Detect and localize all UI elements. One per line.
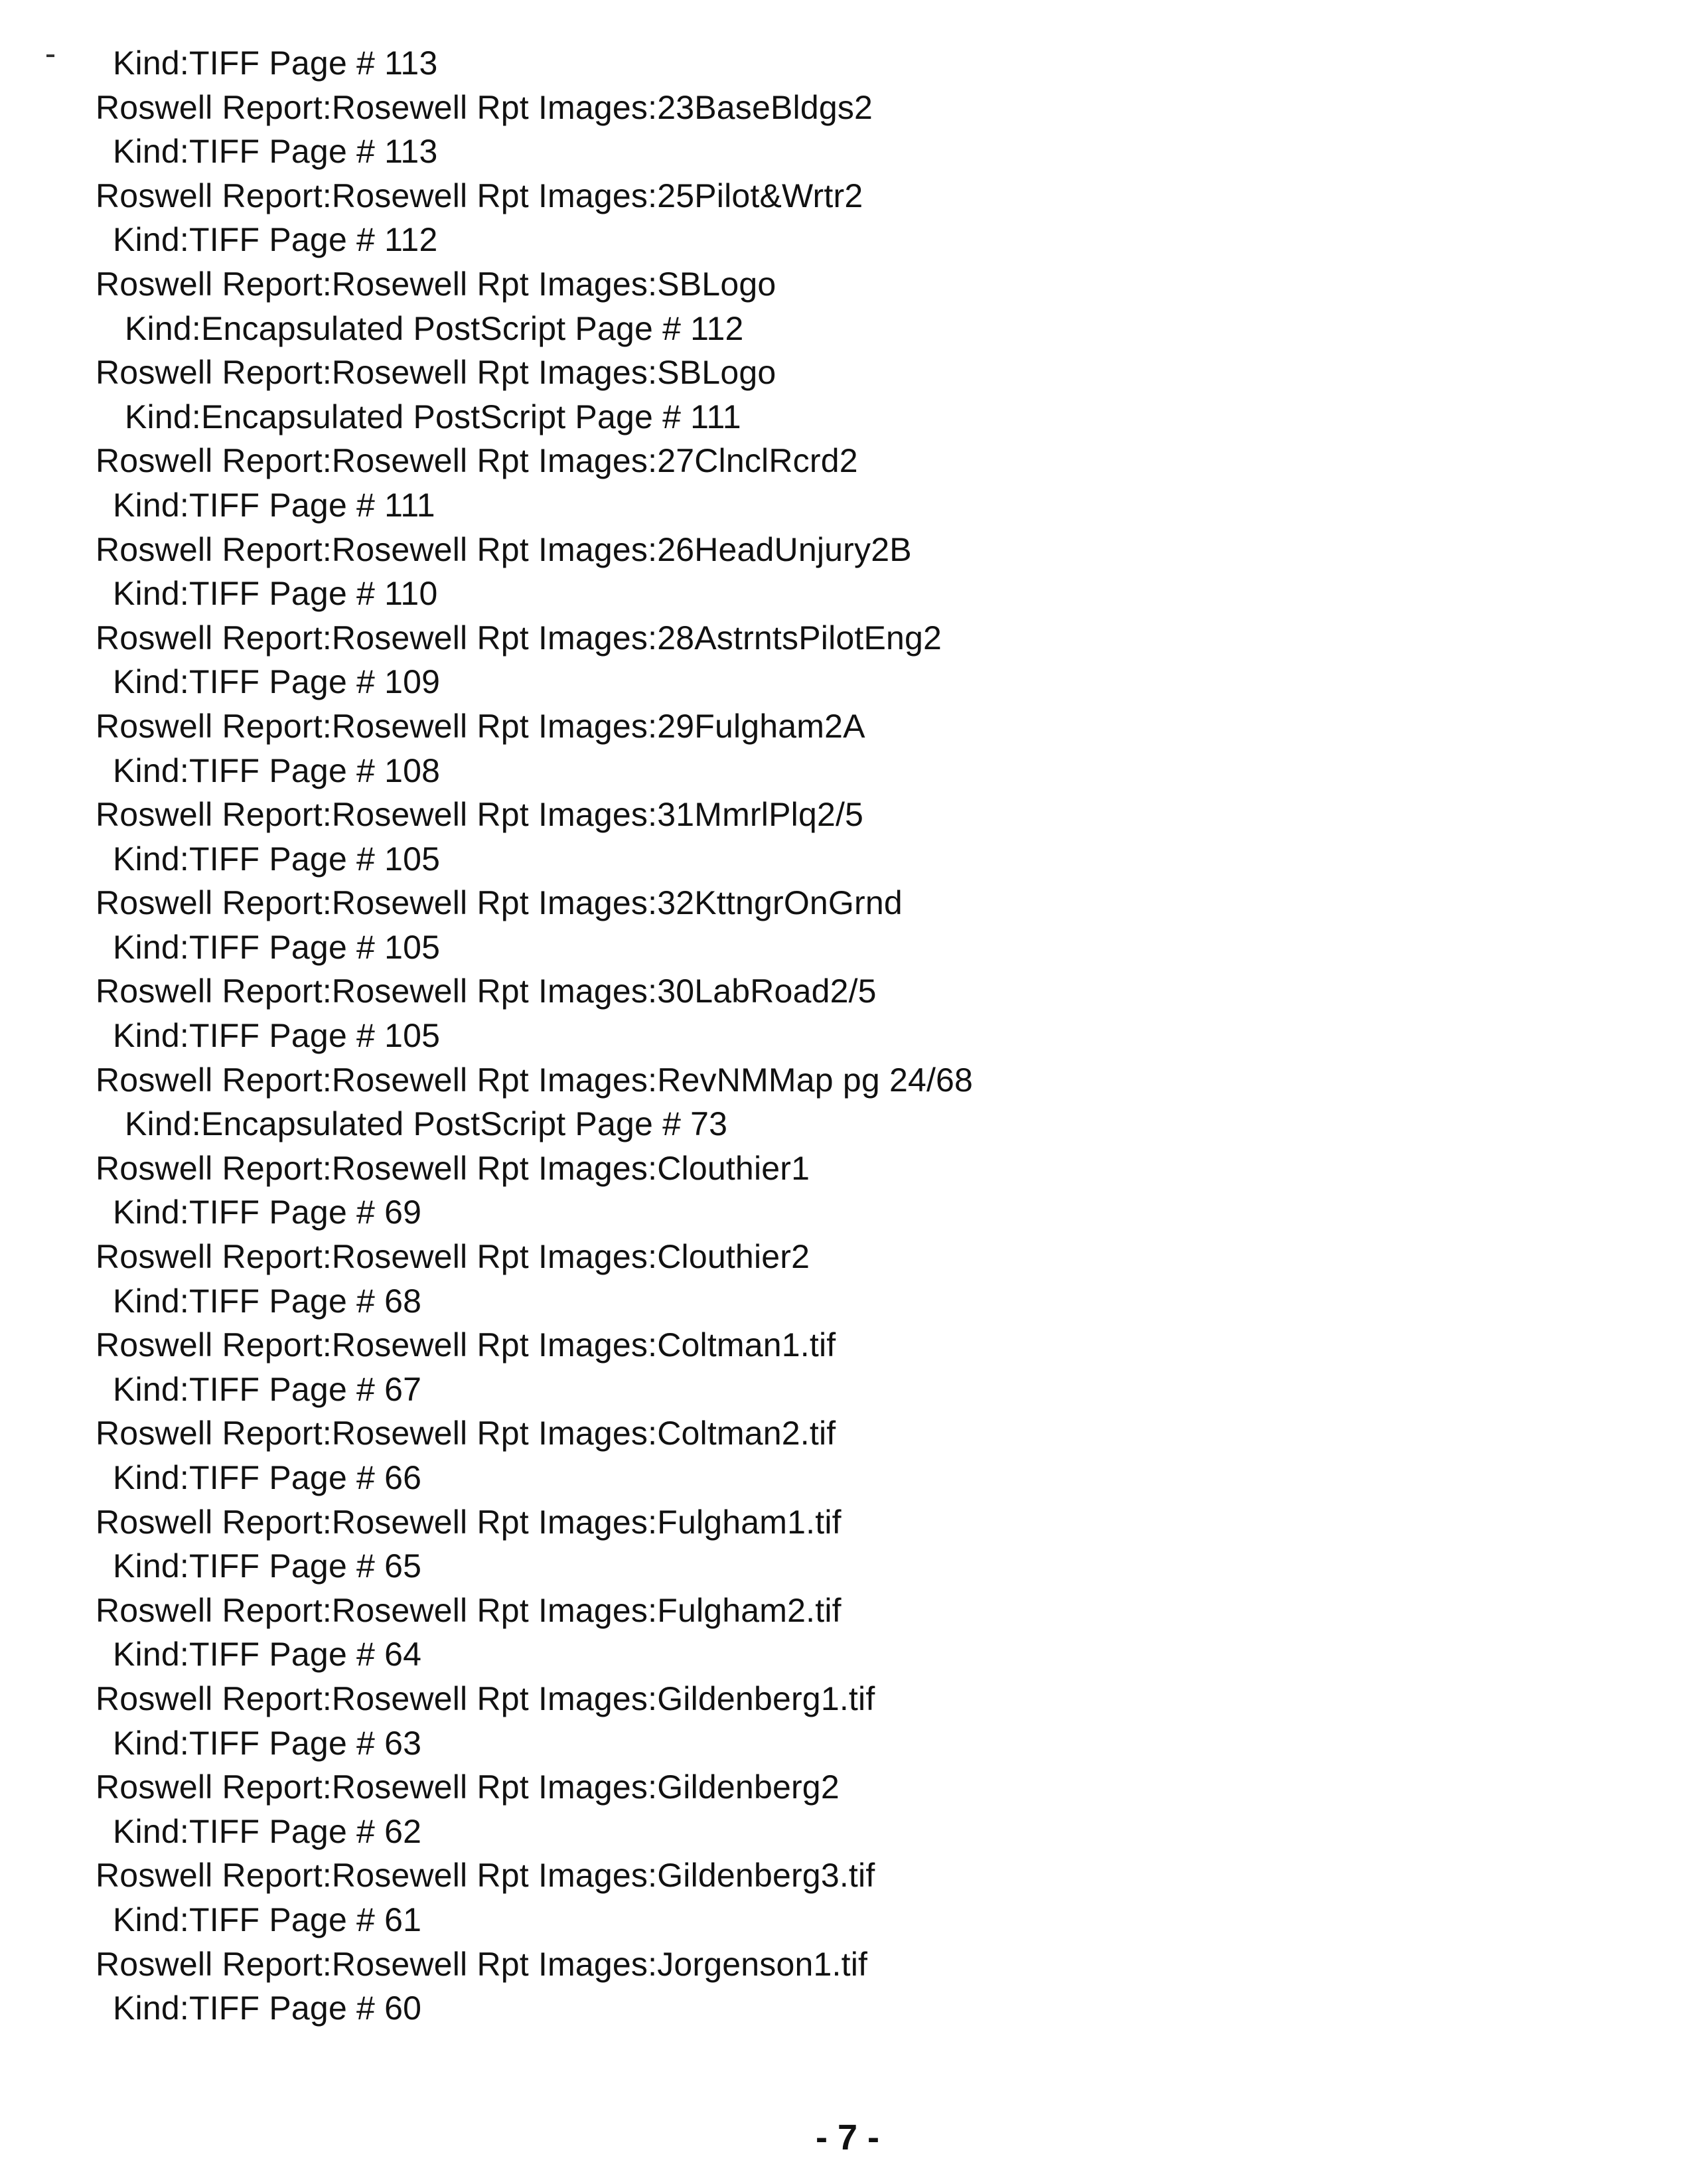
file-kind-line: Kind:TIFF Page # 64 <box>113 1636 422 1674</box>
file-listing <box>93 41 1553 2031</box>
file-path-line: Roswell Report:Rosewell Rpt Images:29Fulgham2A <box>96 707 865 745</box>
file-path-line: Roswell Report:Rosewell Rpt Images:Clouthier2 <box>96 1238 810 1276</box>
file-path-line: Roswell Report:Rosewell Rpt Images:Coltman2.tif <box>96 1415 836 1452</box>
file-kind-line: Kind:TIFF Page # 110 <box>113 575 438 613</box>
file-kind-line: Kind:TIFF Page # 113 <box>113 44 438 82</box>
file-path-line: Roswell Report:Rosewell Rpt Images:28AstrntsPilotEng2 <box>96 619 942 657</box>
file-path-line: Roswell Report:Rosewell Rpt Images:31MmrlPlq2/5 <box>96 796 864 834</box>
file-kind-line: Kind:TIFF Page # 105 <box>113 1017 441 1055</box>
file-path-line: Roswell Report:Rosewell Rpt Images:30LabRoad2/5 <box>96 973 877 1010</box>
file-kind-line: Kind:TIFF Page # 113 <box>113 133 438 171</box>
file-path-line: Roswell Report:Rosewell Rpt Images:Fulgham1.tif <box>96 1503 842 1541</box>
file-kind-line: Kind:TIFF Page # 60 <box>113 1989 422 2027</box>
file-path-line: Roswell Report:Rosewell Rpt Images:Coltman1.tif <box>96 1326 836 1364</box>
file-kind-line: Kind:TIFF Page # 105 <box>113 840 441 878</box>
file-kind-line: Kind:TIFF Page # 61 <box>113 1901 422 1938</box>
file-path-line: Roswell Report:Rosewell Rpt Images:SBLogo <box>96 265 776 303</box>
file-kind-line: Kind:TIFF Page # 112 <box>113 221 438 259</box>
file-path-line: Roswell Report:Rosewell Rpt Images:27ClnclRcrd2 <box>96 442 858 480</box>
file-path-line: Roswell Report:Rosewell Rpt Images:Gildenberg2 <box>96 1768 840 1806</box>
file-kind-line: Kind:TIFF Page # 65 <box>113 1547 422 1585</box>
file-kind-line: Kind:TIFF Page # 62 <box>113 1812 422 1850</box>
file-path-line: Roswell Report:Rosewell Rpt Images:25Pilot&Wrtr2 <box>96 177 863 214</box>
file-path-line: Roswell Report:Rosewell Rpt Images:Jorgenson1.tif <box>96 1945 868 1983</box>
page-number: - 7 - <box>815 2118 879 2157</box>
file-kind-line: Kind:TIFF Page # 67 <box>113 1370 422 1408</box>
file-path-line: Roswell Report:Rosewell Rpt Images:26HeadUnjury2B <box>96 530 912 568</box>
file-path-line: Roswell Report:Rosewell Rpt Images:Gildenberg3.tif <box>96 1857 875 1895</box>
file-path-line: Roswell Report:Rosewell Rpt Images:SBLogo <box>96 354 776 392</box>
file-kind-line: Kind:TIFF Page # 66 <box>113 1459 422 1496</box>
file-kind-line: Kind:TIFF Page # 108 <box>113 751 441 789</box>
file-kind-line: Kind:Encapsulated PostScript Page # 73 <box>125 1105 728 1143</box>
file-kind-line: Kind:TIFF Page # 69 <box>113 1194 422 1231</box>
file-kind-line: Kind:TIFF Page # 68 <box>113 1282 422 1320</box>
file-kind-line: Kind:TIFF Page # 63 <box>113 1724 422 1762</box>
scan-mark <box>46 54 54 57</box>
file-kind-line: Kind:Encapsulated PostScript Page # 111 <box>125 398 741 435</box>
file-kind-line: Kind:TIFF Page # 109 <box>113 663 441 701</box>
file-path-line: Roswell Report:Rosewell Rpt Images:32KttngrOnGrnd <box>96 884 903 922</box>
file-path-line: Roswell Report:Rosewell Rpt Images:Clouthier1 <box>96 1149 810 1187</box>
file-kind-line: Kind:TIFF Page # 105 <box>113 928 441 966</box>
file-kind-line: Kind:Encapsulated PostScript Page # 112 <box>125 309 744 347</box>
file-path-line: Roswell Report:Rosewell Rpt Images:RevNMMap pg 24/68 <box>96 1061 974 1099</box>
file-path-line: Roswell Report:Rosewell Rpt Images:Fulgham2.tif <box>96 1591 842 1629</box>
file-path-line: Roswell Report:Rosewell Rpt Images:23BaseBldgs2 <box>96 88 873 126</box>
file-path-line: Roswell Report:Rosewell Rpt Images:Gildenberg1.tif <box>96 1679 875 1717</box>
file-kind-line: Kind:TIFF Page # 111 <box>113 486 435 524</box>
